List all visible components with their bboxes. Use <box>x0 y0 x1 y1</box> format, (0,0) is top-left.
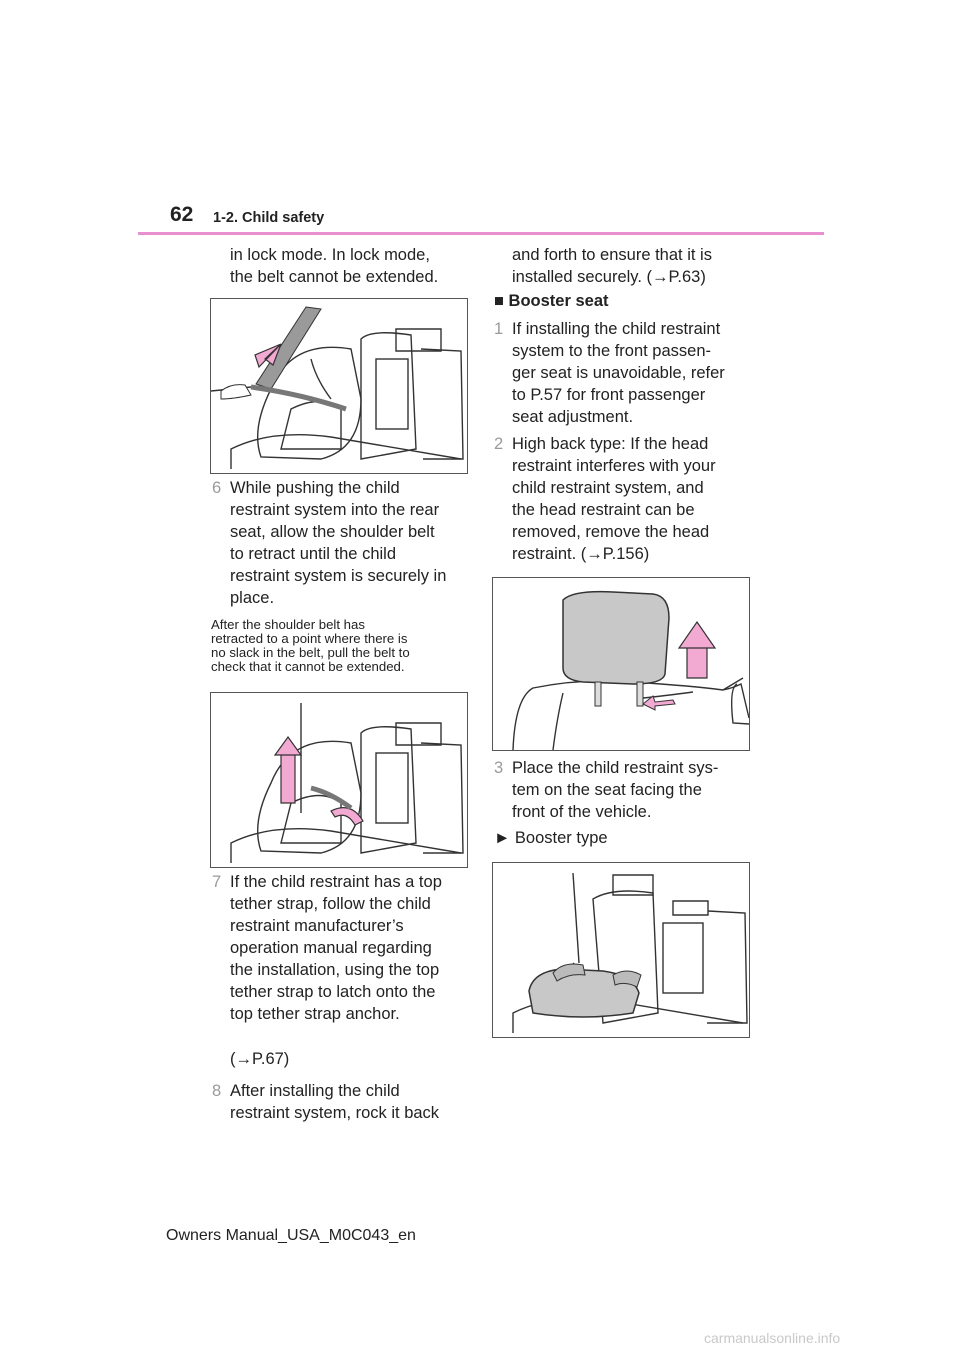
header-rule <box>138 232 824 235</box>
step-1-number: 1 <box>494 320 504 338</box>
up-arrow-icon <box>281 753 295 803</box>
step-3-text: Place the child restraint sys- tem on the seat facing the front of the vehicle. <box>512 759 719 821</box>
step-8 <box>212 1080 474 1126</box>
step-6-text: While pushing the child restraint system into the rear seat, allow the shoulder belt to retract until the child restraint system is securely in place. <box>230 479 447 607</box>
booster-type-label: ► Booster type <box>494 829 608 847</box>
page-number: 62 <box>170 203 194 226</box>
step-7-number: 7 <box>212 873 222 891</box>
figure-belt-retract <box>210 692 468 868</box>
booster-seat-illustration <box>493 863 749 1037</box>
figure-head-restraint <box>492 577 750 751</box>
lift-arrow-icon <box>687 646 707 678</box>
head-restraint-removal-illustration <box>493 578 749 750</box>
step-2-text: High back type: If the head restraint interferes with your child restraint system, and the head restraint can be removed, remove the head restraint. (→P.156) <box>512 435 716 563</box>
step-6 <box>212 477 474 609</box>
step-2-number: 2 <box>494 435 504 453</box>
rotate-arrow-icon <box>331 808 363 825</box>
step-7-page-ref[interactable]: (→P.67) <box>230 1050 290 1068</box>
note-text: After the shoulder belt has retracted to a point where there is no slack in the belt, pull the belt to check that it cannot be extended. <box>211 617 410 674</box>
figure-booster-type <box>492 862 750 1038</box>
step-8-number: 8 <box>212 1082 222 1100</box>
figure-belt-pull <box>210 298 468 474</box>
step-2 <box>494 433 756 569</box>
step-1-text: If installing the child restraint system to the front passen- ger seat is unavoidable, refer to P.57 for front passenger seat adjustment. <box>512 320 725 426</box>
booster-seat-heading: ■ Booster seat <box>494 292 609 310</box>
watermark: carmanualsonline.info <box>704 1330 841 1346</box>
step-3-number: 3 <box>494 759 504 777</box>
step-7 <box>212 871 474 1067</box>
manual-name-footer: Owners Manual_USA_M0C043_en <box>166 1227 416 1244</box>
step-8-text: After installing the child restraint system, rock it back <box>230 1082 440 1122</box>
step-6-number: 6 <box>212 479 222 497</box>
continued-text-left: in lock mode. In lock mode, the belt cannot be extended. <box>230 246 439 286</box>
continued-text-right: and forth to ensure that it is installed securely. (→P.63) <box>512 246 712 286</box>
step-1 <box>494 318 756 432</box>
step-3 <box>494 757 756 825</box>
head-restraint-icon <box>563 592 669 684</box>
step-7-text: If the child restraint has a top tether strap, follow the child restraint manufacturer’s operation manual regarding the installation, using the top tether strap to latch onto the top tether strap anchor. <box>230 873 442 1023</box>
seat-belt-retract-illustration <box>211 693 467 867</box>
seat-belt-pull-illustration <box>211 299 467 473</box>
section-title: 1-2. Child safety <box>213 210 325 226</box>
